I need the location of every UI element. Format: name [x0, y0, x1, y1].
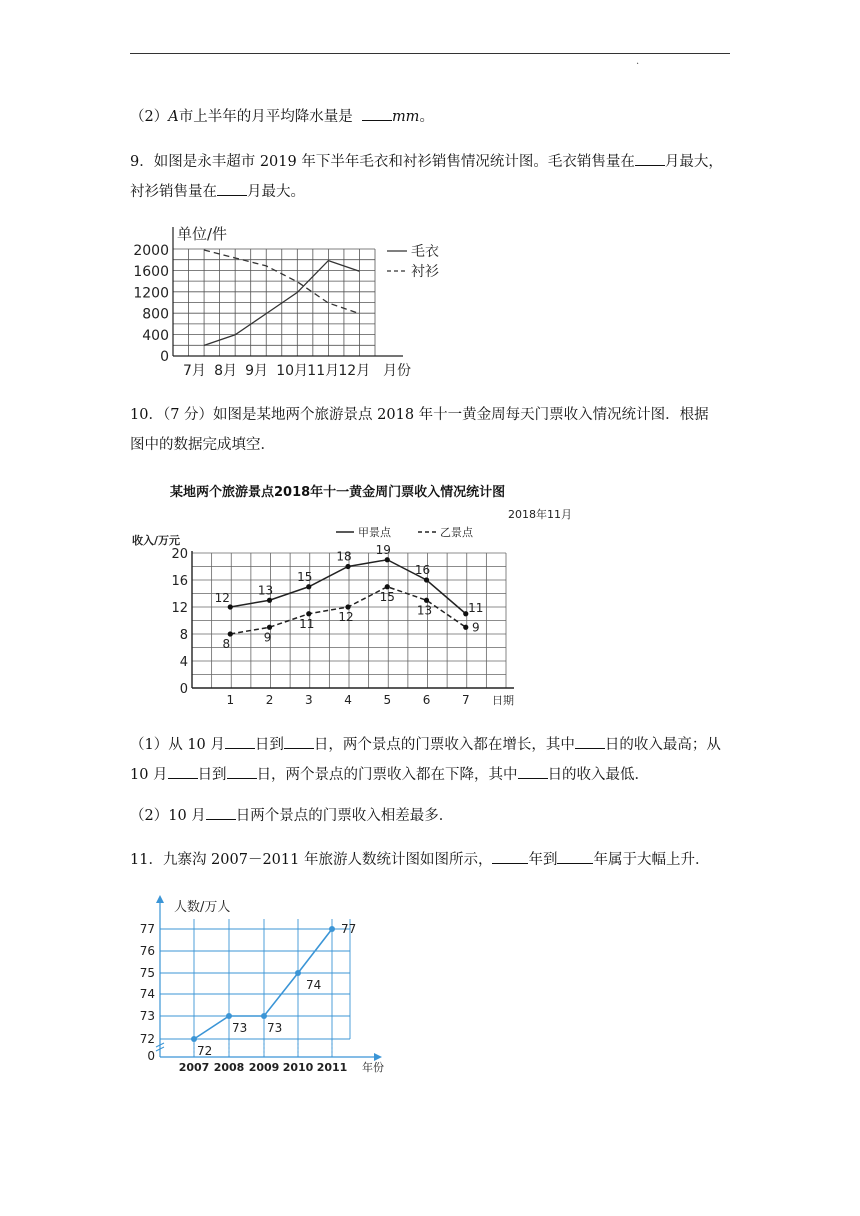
q11-blank-1[interactable]: [492, 848, 528, 864]
data-label: 9: [263, 630, 272, 645]
y-tick-label: 75: [139, 966, 155, 980]
q11-text-a: 11．九寨沟 2007－2011 年旅游人数统计图如图所示，: [130, 852, 493, 868]
data-point: [228, 631, 233, 636]
x-axis-label: 日期: [492, 694, 514, 707]
header-rule: [130, 53, 730, 54]
question-10-sub-1-line-1: [130, 733, 721, 755]
q10s1b-t2: 日，两个景点的门票收入都在下降，其中: [256, 767, 518, 783]
data-label: 72: [197, 1044, 213, 1058]
q10s1-blank-2[interactable]: [284, 733, 314, 749]
y-tick-label: 72: [139, 1032, 155, 1046]
data-label: 77: [341, 922, 357, 936]
data-point: [306, 584, 311, 589]
y-tick-label: 8: [179, 628, 188, 643]
data-point: [345, 604, 350, 609]
sweater-shirt-sales-chart: [125, 222, 455, 382]
y-tick-label: 0: [160, 349, 169, 365]
x-tick-label: 7月: [183, 363, 206, 379]
q8-prefix: （2）: [130, 109, 169, 125]
q10s1b-t0: 10 月: [130, 767, 168, 783]
y-tick-label: 2000: [133, 243, 169, 259]
data-point: [267, 598, 272, 603]
data-label: 8: [222, 637, 231, 651]
question-10-sub-1-line-2: [130, 763, 649, 785]
y-tick-label: 76: [139, 944, 155, 958]
legend-label-2: 乙景点: [440, 526, 473, 539]
q11-blank-2[interactable]: [557, 848, 593, 864]
data-label: 15: [297, 569, 313, 584]
x-tick-label: 2007: [178, 1061, 210, 1074]
question-9-line-2: [130, 180, 305, 202]
q8-text: 市上半年的月平均降水量是: [178, 109, 353, 125]
data-point: [463, 625, 468, 630]
data-point: [329, 926, 335, 932]
q10s1-blank-5[interactable]: [227, 763, 257, 779]
q9-blank-2[interactable]: [217, 180, 247, 196]
x-tick-label: 6: [422, 693, 431, 707]
x-axis-arrow: [374, 1053, 382, 1061]
chart-title: 某地两个旅游景点2018年十一黄金周门票收入情况统计图: [170, 485, 506, 500]
question-8-part-2: [130, 105, 434, 127]
q10s1-blank-6[interactable]: [518, 763, 548, 779]
q10s2-t1: 日两个景点的门票收入相差最多．: [235, 808, 454, 824]
x-tick-label: 2009: [248, 1061, 280, 1074]
legend-label-1: 甲景点: [358, 526, 391, 539]
ticket-income-chart: [130, 478, 590, 708]
q8-unit: mm: [391, 109, 420, 125]
q10s2-t0: （2）10 月: [130, 808, 206, 824]
data-point: [424, 577, 429, 582]
data-point: [424, 598, 429, 603]
y-tick-label: 400: [142, 327, 169, 344]
q10s1b-t1: 日到: [197, 767, 227, 783]
data-label: 13: [416, 603, 433, 618]
q10s1-blank-3[interactable]: [575, 733, 605, 749]
y-tick-label: 77: [139, 922, 155, 936]
data-label: 19: [375, 542, 391, 557]
x-axis-label: 年份: [362, 1061, 384, 1074]
q10s1-t2: 日，两个景点的门票收入都在增长，其中: [313, 737, 575, 753]
y-tick-label: 0: [179, 682, 188, 697]
data-label: 73: [232, 1021, 248, 1035]
data-point: [261, 1013, 267, 1019]
x-tick-label: 5: [383, 693, 392, 707]
q10-text-1: 10．（7 分）如图是某地两个旅游景点 2018 年十一黄金周每天门票收入情况统计图．根据: [130, 407, 709, 423]
x-tick-label: 11月: [307, 363, 340, 379]
y-tick-label: 4: [179, 655, 188, 670]
question-10-sub-2: [130, 804, 453, 826]
x-tick-label: 8月: [214, 363, 237, 379]
data-point: [345, 564, 350, 569]
y-tick-label: 1200: [133, 285, 169, 302]
q10s1-t3: 日的收入最高；从: [604, 737, 721, 753]
q10s1b-t3: 日的收入最低．: [547, 767, 650, 783]
x-tick-label: 2010: [282, 1061, 314, 1074]
y-tick-label: 0: [147, 1049, 155, 1063]
question-10-line-1: [130, 405, 709, 425]
y-axis-arrow: [156, 895, 164, 903]
x-tick-label: 2008: [213, 1061, 245, 1074]
y-tick-label: 73: [139, 1009, 155, 1023]
y-axis-label: 人数/万人: [174, 900, 231, 915]
data-label: 16: [414, 563, 431, 577]
x-tick-label: 2011: [316, 1061, 348, 1074]
data-point: [385, 584, 390, 589]
q9-text-c: 衬衫销售量在: [130, 184, 217, 200]
data-point: [228, 604, 233, 609]
y-tick-label: 12: [171, 601, 188, 616]
q9-text-d: 月最大。: [247, 184, 305, 200]
x-tick-label: 3: [304, 693, 313, 707]
x-tick-label: 10月: [276, 363, 309, 379]
q10s1-blank-1[interactable]: [225, 733, 255, 749]
y-tick-label: 800: [142, 306, 169, 323]
jiuzhaigou-visitors-chart: [140, 893, 400, 1083]
data-label: 9: [471, 620, 480, 635]
q10s1-t0: （1）从 10 月: [130, 737, 225, 753]
data-label: 11: [468, 600, 484, 615]
chart-subtitle: 2018年11月: [508, 508, 572, 521]
data-point: [385, 557, 390, 562]
y-tick-label: 16: [171, 574, 188, 589]
data-label: 18: [336, 549, 352, 564]
q9-text-a: 9．如图是永丰超市 2019 年下半年毛衣和衬衫销售情况统计图。毛衣销售量在: [130, 154, 635, 170]
q10s1-blank-4[interactable]: [168, 763, 198, 779]
data-label: 74: [306, 978, 322, 992]
data-point: [295, 970, 301, 976]
data-point: [306, 611, 311, 616]
data-label: 12: [338, 610, 354, 624]
header-dot: .: [636, 56, 640, 67]
q10s2-blank[interactable]: [206, 804, 236, 820]
legend-label-1: 毛衣: [411, 244, 439, 260]
data-label: 12: [214, 591, 230, 605]
y-tick-label: 74: [139, 987, 155, 1001]
question-9-line-1: [130, 150, 723, 172]
q9-text-b: 月最大，: [664, 154, 723, 170]
x-tick-label: 9月: [245, 363, 269, 379]
x-tick-label: 1: [226, 693, 235, 707]
y-tick-label: 20: [171, 547, 188, 562]
q8-end: 。: [419, 109, 434, 125]
y-axis-label: 收入/万元: [132, 534, 181, 547]
q11-text-c: 年属于大幅上升．: [593, 852, 710, 868]
data-point: [226, 1013, 232, 1019]
x-axis-label: 月份: [383, 363, 411, 379]
y-axis-label: 单位/件: [177, 225, 228, 243]
question-11: [130, 848, 709, 870]
data-point: [191, 1036, 197, 1042]
q8-answer-blank[interactable]: [362, 105, 392, 121]
q10s1-t1: 日到: [254, 737, 284, 753]
q9-blank-1[interactable]: [635, 150, 665, 166]
q10-text-2: 图中的数据完成填空．: [130, 437, 275, 453]
data-label: 73: [267, 1021, 283, 1035]
question-10-line-2: [130, 435, 275, 455]
data-label: 13: [257, 583, 274, 598]
x-tick-label: 12月: [338, 363, 371, 379]
data-label: 11: [299, 616, 315, 631]
data-label: 15: [379, 589, 395, 604]
x-tick-label: 2: [265, 693, 274, 707]
q8-city: A: [168, 109, 179, 125]
x-tick-label: 7: [461, 693, 470, 707]
legend-label-2: 衬衫: [411, 264, 439, 280]
data-point: [267, 625, 272, 630]
x-tick-label: 4: [344, 693, 352, 707]
y-tick-label: 1600: [133, 264, 169, 281]
q11-text-b: 年到: [528, 852, 558, 868]
